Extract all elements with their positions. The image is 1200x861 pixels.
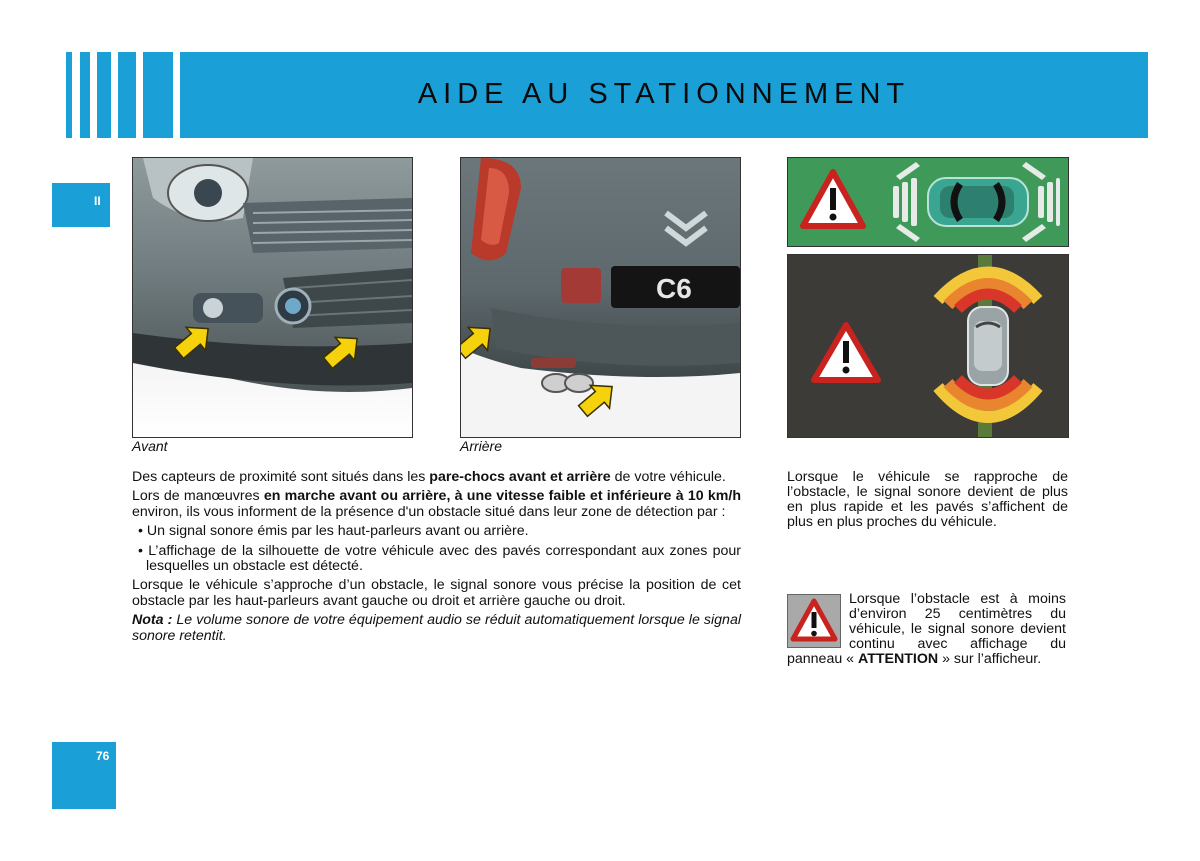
paragraph-sensors	[132, 470, 741, 485]
header-stripe	[143, 52, 173, 138]
text-span: de votre véhicule.	[610, 469, 726, 485]
page-number-tab	[52, 742, 116, 809]
header-stripe	[66, 52, 72, 138]
dark-display-graphic	[788, 255, 1068, 437]
right-paragraph-approach: Lorsque le véhicule se rapproche de l’obstacle, le signal sonore devient de plus en plus rapide et les pavés s’affichent de plus en plus proches du véhicule.	[787, 469, 1068, 530]
bold-text: ATTENTION	[858, 651, 939, 667]
car-silhouette-icon	[968, 307, 1008, 385]
car-silhouette-icon	[928, 178, 1028, 226]
front-caption: Avant	[132, 438, 168, 454]
rear-caption: Arrière	[460, 438, 503, 454]
rear-car-illustration	[461, 158, 740, 437]
header-stripe	[118, 52, 136, 138]
warning-triangle-icon	[803, 172, 863, 226]
note-paragraph	[132, 613, 741, 644]
text-span: Des capteurs de proximité sont situés dans les	[132, 469, 430, 485]
display-warning-dark	[787, 254, 1069, 438]
header-stripe	[97, 52, 111, 138]
paragraph-manoeuvres	[132, 489, 741, 520]
text-span: Lorsque l’obstacle est à moins d’environ 25 centimètres du véhicule, le signal sonore devient continu avec affichage du panneau «	[787, 591, 1066, 667]
text-span: » sur l’afficheur.	[938, 651, 1042, 667]
front-bumper-photo	[132, 157, 413, 438]
bold-text: en marche avant ou arrière, à une vitesse faible et inférieure à 10 km/h	[263, 488, 741, 505]
display-warning-green	[787, 157, 1069, 247]
right-paragraph-attention	[787, 592, 1066, 667]
bullet-item: • L’affichage de la silhouette de votre véhicule avec des pavés correspondant aux zones pour lesquelles un obstacle est détecté.	[138, 542, 741, 575]
license-plate-text: C6	[656, 273, 692, 304]
rear-bumper-photo	[460, 157, 741, 438]
note-label: Nota :	[132, 612, 173, 629]
note-text: Le volume sonore de votre équipement audio se réduit automatiquement lorsque le signal sonore retentit.	[132, 612, 741, 644]
front-car-illustration	[133, 158, 412, 437]
bullet-text: L’affichage de la silhouette de votre véhicule avec des pavés correspondant aux zones pour lesquelles un obstacle est détecté.	[146, 542, 741, 575]
bullet-item: • Un signal sonore émis par les haut-parleurs avant ou arrière.	[138, 523, 529, 540]
header-stripe	[80, 52, 90, 138]
text-span: environ, ils vous informent de la présence d'un obstacle situé dans leur zone de détection par :	[132, 503, 726, 520]
main-text-column	[132, 470, 741, 648]
page-number: 76	[96, 749, 110, 763]
page-title: AIDE AU STATIONNEMENT	[417, 78, 911, 110]
paragraph-position: Lorsque le véhicule s’approche d’un obstacle, le signal sonore vous précise la position de cet obstacle par les haut-parleurs avant gauche ou droit et arrière gauche ou droit.	[132, 577, 741, 609]
bold-text: pare-chocs avant et arrière	[429, 469, 611, 485]
section-tab-label: II	[94, 194, 101, 208]
section-tab	[52, 183, 110, 227]
bullet-text: Un signal sonore émis par les haut-parleurs avant ou arrière.	[146, 523, 529, 540]
green-display-graphic	[788, 158, 1068, 246]
warning-triangle-icon	[814, 325, 878, 380]
text-span: Lors de manœuvres	[132, 488, 264, 505]
